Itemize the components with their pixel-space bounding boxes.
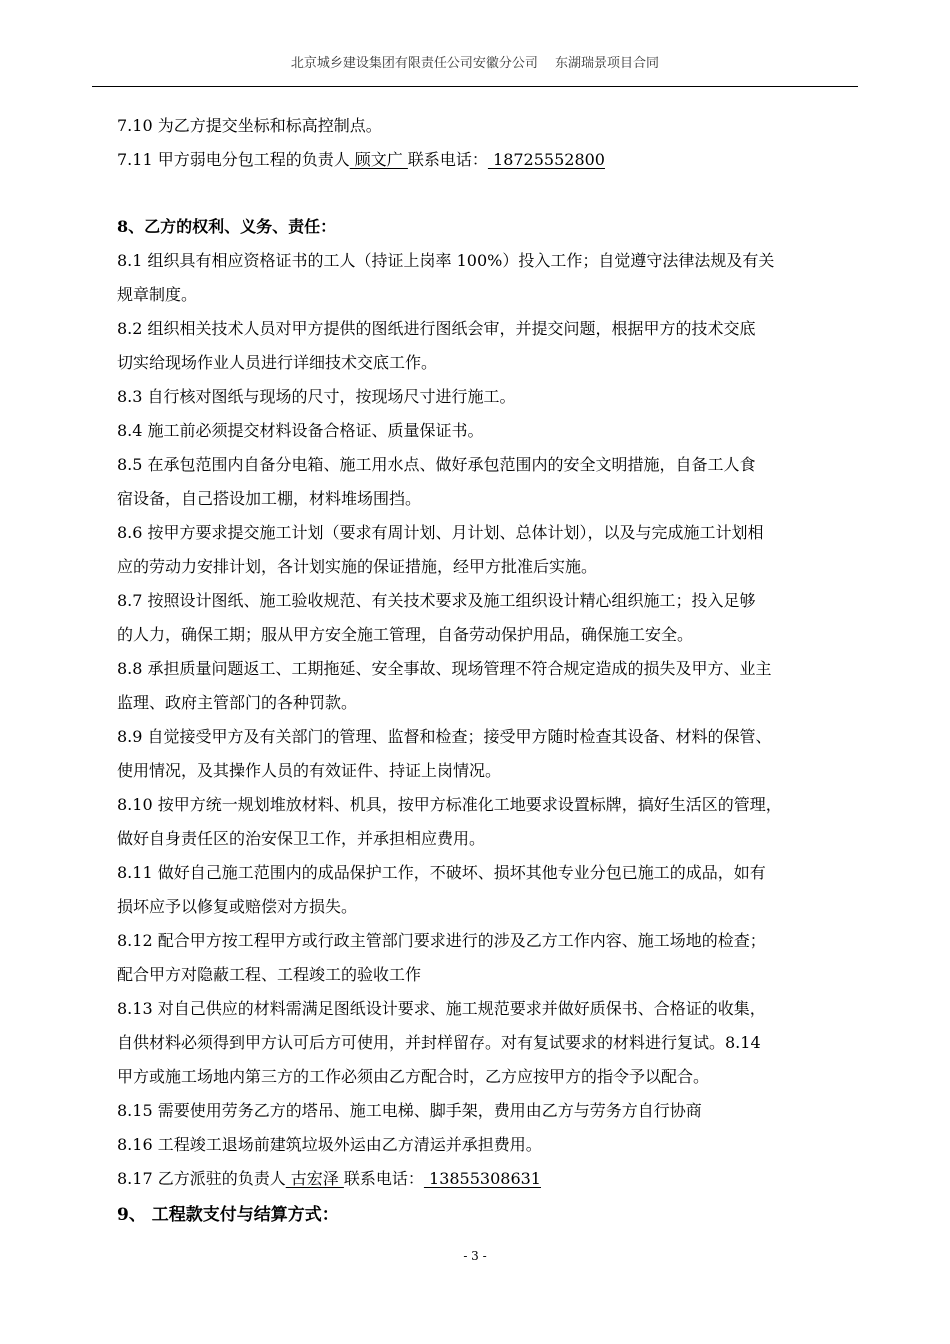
section-8-heading: 8、乙方的权利、义务、责任： (117, 217, 337, 236)
clause-line: 8.3 自行核对图纸与现场的尺寸，按现场尺寸进行施工。 (117, 387, 516, 406)
contract-body (117, 109, 862, 1232)
clause-line: 切实给现场作业人员进行详细技术交底工作。 (117, 353, 438, 372)
clause-line: 8.11 做好自己施工范围内的成品保护工作，不破坏、损坏其他专业分包已施工的成品，如有 (117, 863, 766, 882)
clause-line: 自供材料必须得到甲方认可后方可使用，并封样留存。对有复试要求的材料进行复试。8.14 (117, 1033, 761, 1052)
contact-name-field: 顾文广 (349, 150, 408, 169)
clause-8-17 (117, 1162, 862, 1196)
clause-line: 8.6 按甲方要求提交施工计划（要求有周计划、月计划、总体计划），以及与完成施工计划相 (117, 523, 764, 542)
clause-line: 甲方或施工场地内第三方的工作必须由乙方配合时，乙方应按甲方的指令予以配合。 (117, 1067, 710, 1086)
clause-8-17-label: 8.17 乙方派驻的负责人 (117, 1169, 286, 1188)
phone-label: 联系电话： (343, 1169, 424, 1188)
clause-line: 监理、政府主管部门的各种罚款。 (117, 693, 358, 712)
clause-7-10: 7.10 为乙方提交坐标和标高控制点。 (117, 116, 382, 135)
clause-line: 8.15 需要使用劳务乙方的塔吊、施工电梯、脚手架，费用由乙方与劳务方自行协商 (117, 1101, 702, 1120)
clause-7-11 (117, 143, 862, 177)
clause-line: 8.7 按照设计图纸、施工验收规范、有关技术要求及施工组织设计精心组织施工；投入足够 (117, 591, 756, 610)
clause-line: 的人力，确保工期；服从甲方安全施工管理，自备劳动保护用品，确保施工安全。 (117, 625, 694, 644)
header-divider (92, 86, 858, 87)
clause-line: 8.1 组织具有相应资格证书的工人（持证上岗率 100%）投入工作；自觉遵守法律法规及有关 (117, 251, 775, 270)
clause-line: 8.16 工程竣工退场前建筑垃圾外运由乙方清运并承担费用。 (117, 1135, 542, 1154)
clause-line: 损坏应予以修复或赔偿对方损失。 (117, 897, 358, 916)
clause-line: 做好自身责任区的治安保卫工作，并承担相应费用。 (117, 829, 486, 848)
clause-line: 8.4 施工前必须提交材料设备合格证、质量保证书。 (117, 421, 484, 440)
contact-name-field: 古宏泽 (285, 1169, 344, 1188)
contact-phone-field: 13855308631 (423, 1169, 541, 1188)
clause-line: 应的劳动力安排计划，各计划实施的保证措施，经甲方批准后实施。 (117, 557, 598, 576)
page-number: - 3 - (463, 1249, 487, 1263)
section-9-heading: 9、 工程款支付与结算方式： (117, 1205, 339, 1225)
clause-line: 使用情况，及其操作人员的有效证件、持证上岗情况。 (117, 761, 502, 780)
clause-line: 宿设备，自己搭设加工棚，材料堆场围挡。 (117, 489, 422, 508)
clause-line: 8.5 在承包范围内自备分电箱、施工用水点、做好承包范围内的安全文明措施，自备工人食 (117, 455, 756, 474)
section-8-clauses (117, 244, 862, 1162)
clause-7-11-label: 7.11 甲方弱电分包工程的负责人 (117, 150, 350, 169)
clause-line: 8.2 组织相关技术人员对甲方提供的图纸进行图纸会审，并提交问题，根据甲方的技术交底 (117, 319, 756, 338)
contact-phone-field: 18725552800 (487, 150, 605, 169)
section-spacer (117, 177, 862, 210)
phone-label: 联系电话： (407, 150, 488, 169)
clause-line: 8.8 承担质量问题返工、工期拖延、安全事故、现场管理不符合规定造成的损失及甲方、业主 (117, 659, 772, 678)
clause-line: 8.9 自觉接受甲方及有关部门的管理、监督和检查；接受甲方随时检查其设备、材料的保管、 (117, 727, 772, 746)
clause-line: 规章制度。 (117, 285, 198, 304)
page-header: 北京城乡建设集团有限责任公司安徽分公司 东湖瑞景项目合同 (290, 56, 660, 71)
clause-line: 8.13 对自己供应的材料需满足图纸设计要求、施工规范要求并做好质保书、合格证的收集， (117, 999, 766, 1018)
clause-line: 配合甲方对隐蔽工程、工程竣工的验收工作 (117, 965, 422, 984)
clause-line: 8.10 按甲方统一规划堆放材料、机具，按甲方标准化工地要求设置标牌，搞好生活区的管理， (117, 795, 782, 814)
clause-line: 8.12 配合甲方按工程甲方或行政主管部门要求进行的涉及乙方工作内容、施工场地的检查； (117, 931, 766, 950)
